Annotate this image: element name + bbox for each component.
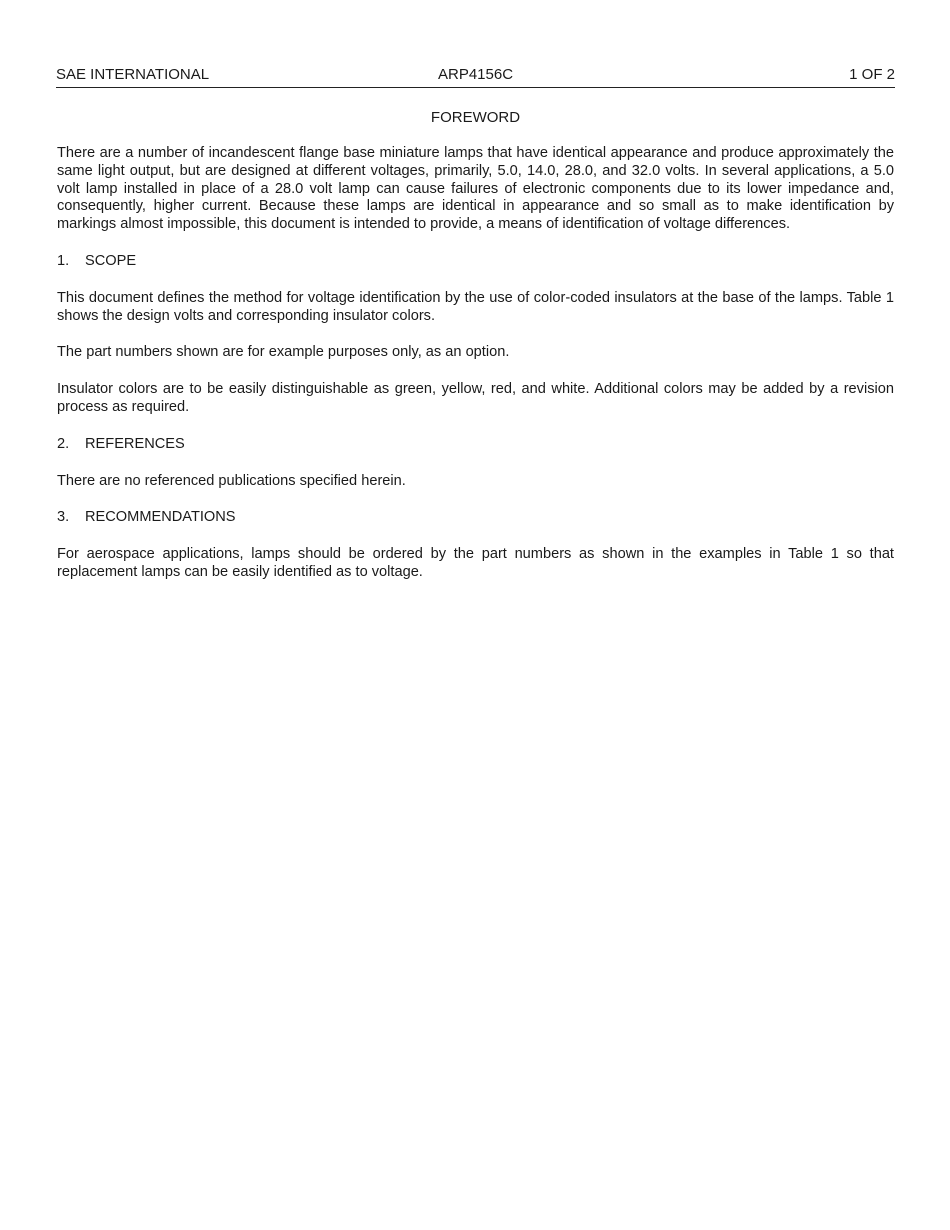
header-page-number: 1 OF 2	[849, 66, 896, 83]
section-heading-references	[56, 436, 895, 454]
section-title: RECOMMENDATIONS	[85, 509, 236, 526]
section-title: SCOPE	[85, 252, 137, 269]
recommendations-paragraph: For aerospace applications, lamps should be ordered by the part numbers as shown in the examples in Table 1 so that replacement lamps can be easily identified as to voltage.	[57, 546, 894, 580]
section-number: 1.	[57, 252, 70, 269]
foreword-paragraph: There are a number of incandescent flange base miniature lamps that have identical appearance and produce approximately the same light output, but are designed at different voltages, primarily, 5.0, 14.0, 28.0, and 32.0 volts. In several applications, a 5.0 volt lamp installed in place of a 28.0 volt lamp can cause failures of electronic components due to its lower impedance and, consequently, higher current. Because these lamps are identical in appearance and so small as to make identification by markings almost impossible, this document is intended to provide, a means of identification of voltage differences.	[57, 145, 894, 233]
scope-paragraph: Insulator colors are to be easily distinguishable as green, yellow, red, and white. Additional colors may be added by a revision process as required.	[57, 381, 894, 415]
section-title: REFERENCES	[85, 435, 185, 452]
header-document-number: ARP4156C	[437, 66, 514, 83]
scope-paragraph: This document defines the method for voltage identification by the use of color-coded insulators at the base of the lamps. Table 1 shows the design volts and corresponding insulator colors.	[57, 289, 894, 324]
section-number: 3.	[57, 509, 70, 526]
section-heading-scope	[56, 253, 895, 271]
foreword-title: FOREWORD	[430, 109, 521, 126]
header-organization: SAE INTERNATIONAL	[56, 66, 210, 83]
references-paragraph: There are no referenced publications specified herein.	[57, 472, 406, 489]
section-number: 2.	[57, 435, 70, 452]
scope-paragraph: The part numbers shown are for example purposes only, as an option.	[57, 344, 510, 361]
page-header	[56, 66, 895, 88]
section-heading-recommendations	[56, 509, 895, 527]
